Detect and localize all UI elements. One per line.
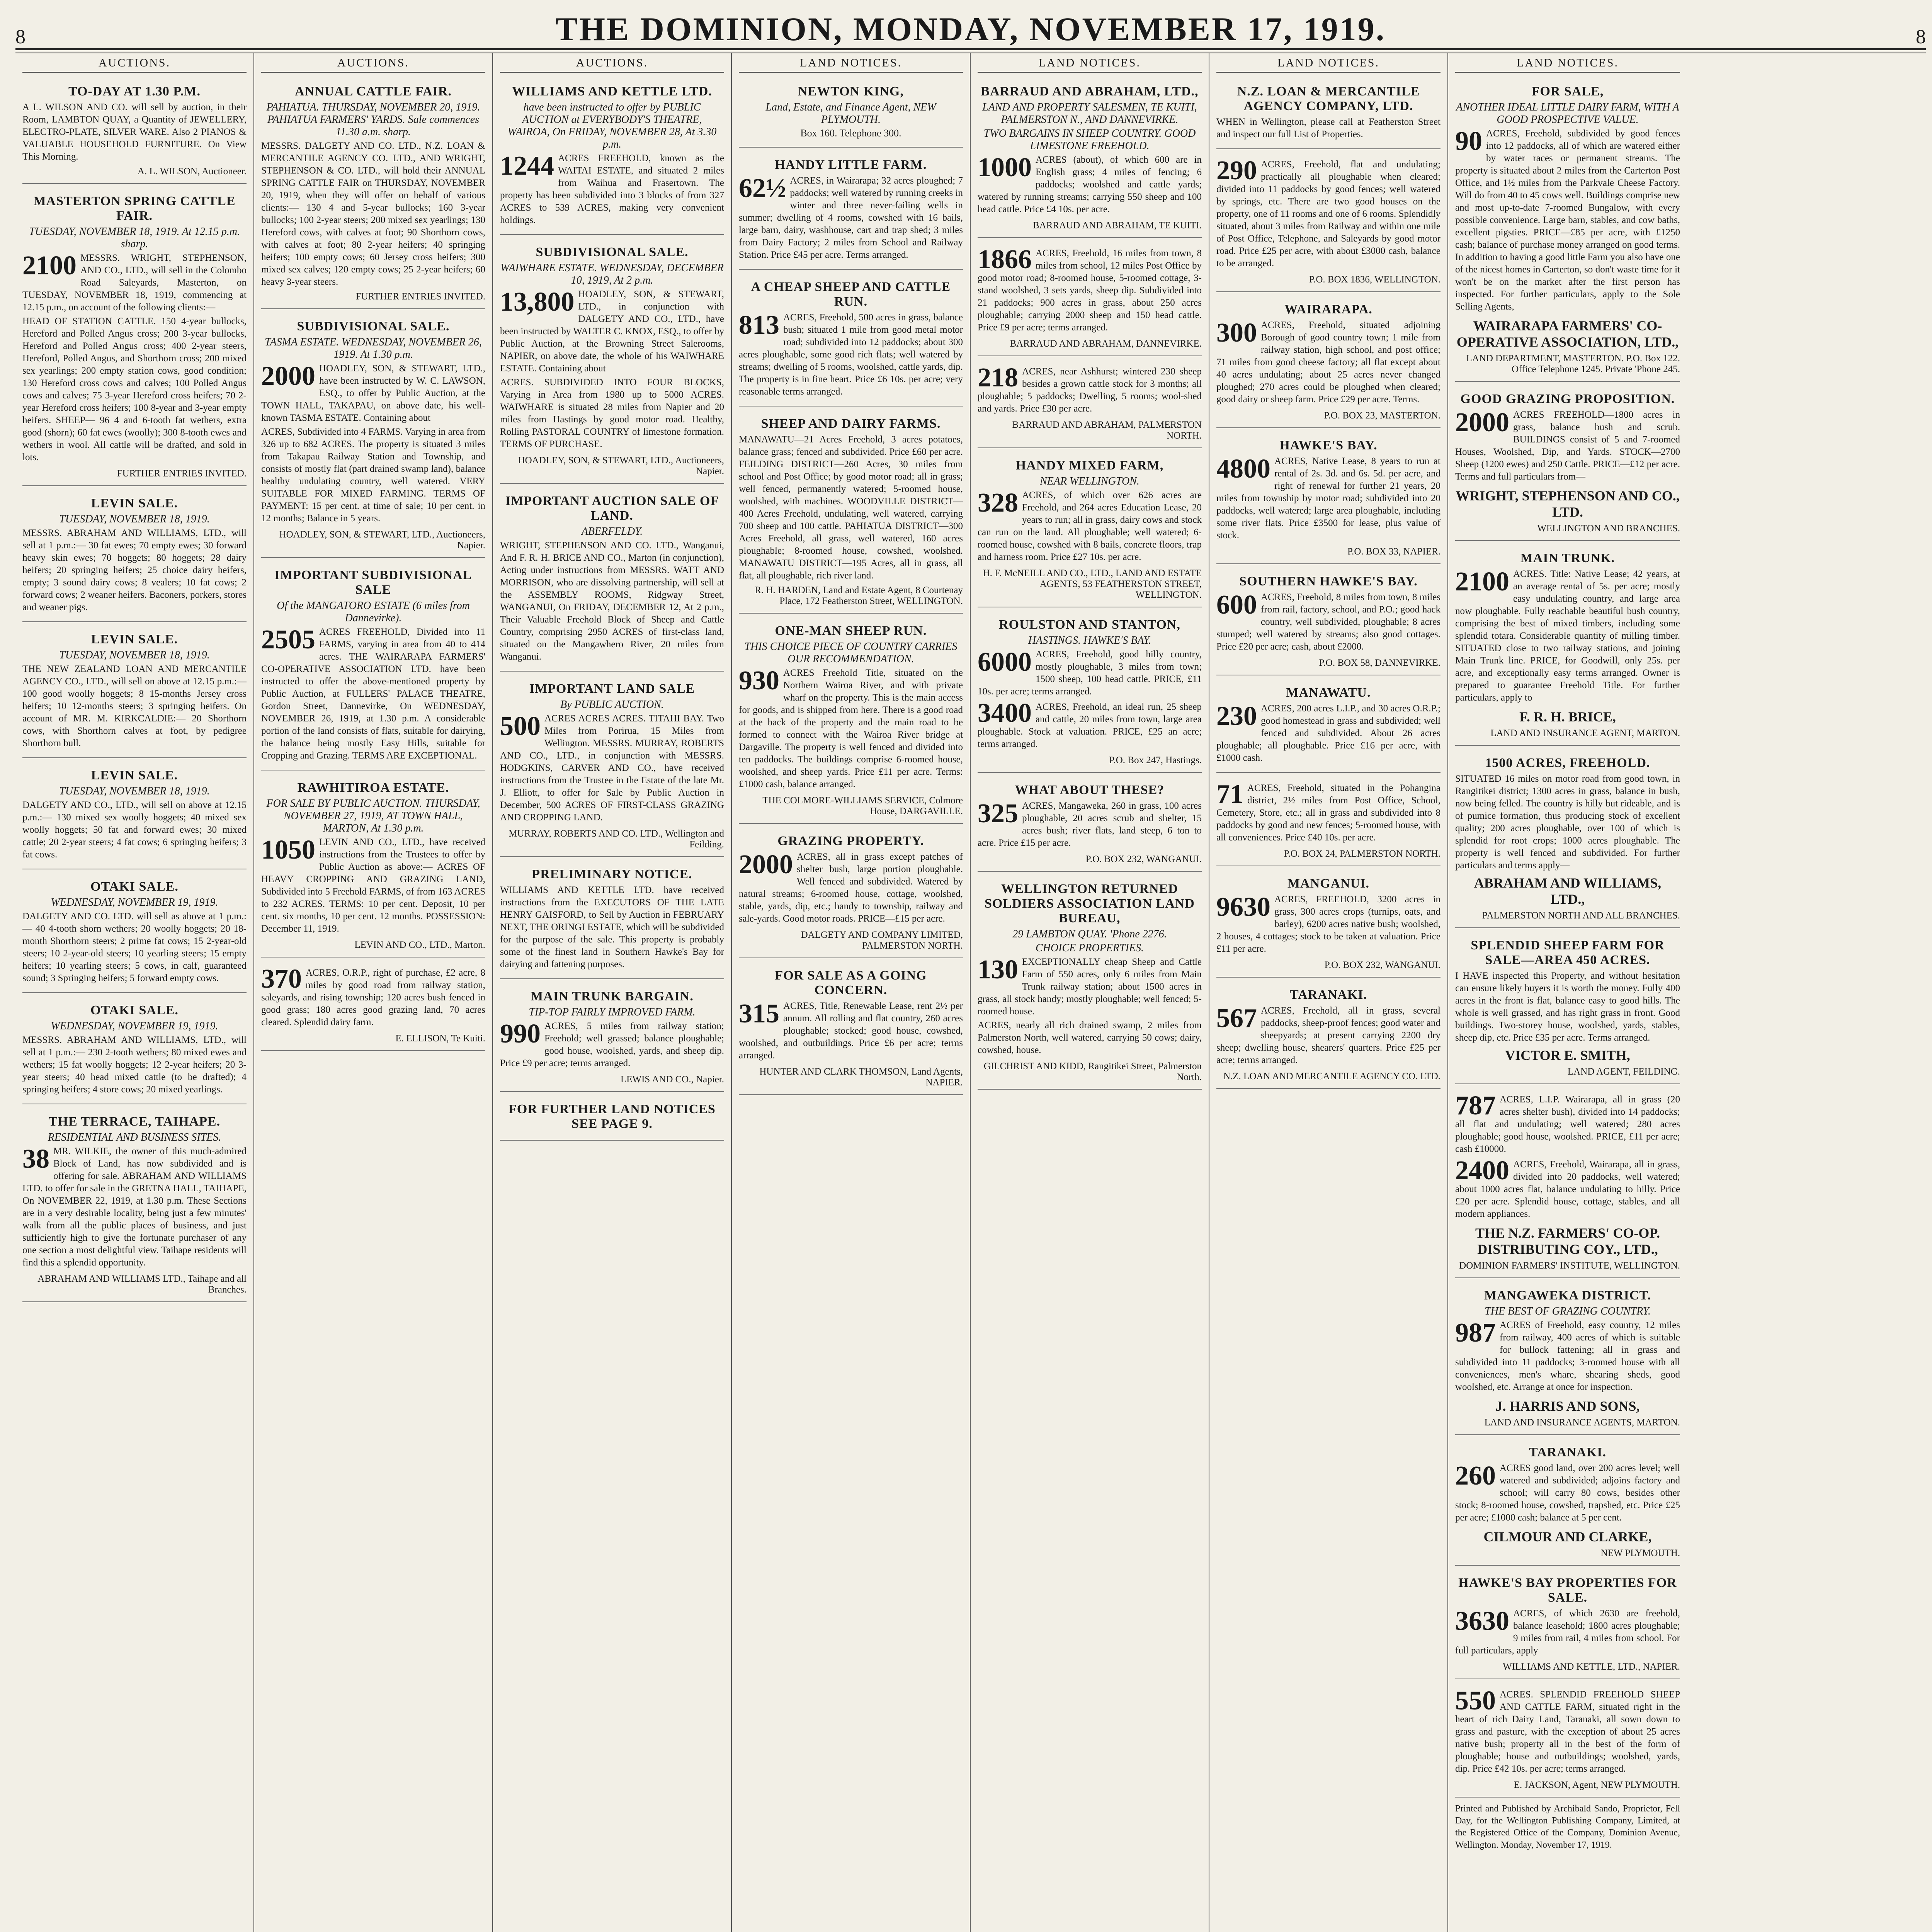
ad-title: MANGAWEKA DISTRICT. [1484,1288,1651,1303]
advertisement [739,410,963,614]
advertisement [1455,932,1680,1084]
ad-body-continued: ACRES, nearly all rich drained swamp, 2 miles from Palmerston North, well watered, carrying 50 cows; dairy, cowshed, house. [978,1020,1202,1055]
ad-acreage: 370 [261,964,302,994]
ad-body: ACRES ACRES ACRES. TITAHI BAY. Two Miles from Porirua, 15 Miles from Wellington. MESSRS. MURRAY, ROBERTS AND CO., LTD., in conjunction with MESSRS. HODGKINS, CARVER AND CO., have received instructions from the Trustee in the Estate of the late Mr. J. Elliott, to offer for Sale by Public Auction in December, 500 ACRES OF FIRST-CLASS GRAZING AND CROPPING LAND. [500,713,724,823]
ad-acreage: 550 [1455,1686,1496,1716]
advertisement [978,777,1202,872]
advertisement [1216,981,1440,1089]
ad-signature: ABRAHAM AND WILLIAMS LTD., Taihape and all Branches. [37,1274,247,1295]
ad-subtitle: TUESDAY, NOVEMBER 18, 1919. At 12.15 p.m. sharp. [29,226,240,250]
ad-subtitle: TUESDAY, NOVEMBER 18, 1919. [59,513,210,525]
ad-body: ACRES, near Ashhurst; wintered 230 sheep besides a grown cattle stock for 3 months; all ploughable; 5 paddocks; Dwelling, 5 rooms; wool-shed and yards. Price £30 per acre. [978,366,1202,414]
ad-body-continued: HEAD OF STATION CATTLE. 150 4-year bullocks, Hereford and Polled Angus cross; 200 3-year bullocks, Hereford and Polled Angus cross; 400 2-year steers, Hereford, Polled Angus, and Shorthorn cross; 200 mixed sex yearlings; 200 empty station cows, good condition; 130 Hereford cross cows and calves; 100 Polled Angus cows and calves; 75 3-year Hereford cross heifers; 70 2-year Hereford cross heifers; 100 8-year and 3-year empty heifers. SHEEP— 96 4 and 6-tooth fat wethers, extra good (shorn); 60 fat ewes (woolly); 300 8-tooth ewes and wethers in wool. All cattle will be drafted, and sold in lots. [22,316,247,463]
advertisement [1216,78,1440,149]
ad-body-continued: ACRES, Subdivided into 4 FARMS. Varying in area from 326 up to 682 ACRES. The property is situated 3 miles from Takapau Railway Station and Township, and consists of mostly flat (part drained swamp land), balance healthy undulating country, well watered. VERY SUITABLE FOR MIXED FARMING. TERMS OF PAYMENT: 15 per cent. at time of sale; 10 per cent. in 12 months; Balance in 5 years. [261,427,485,524]
advertisement [1216,432,1440,564]
ad-body: WILLIAMS AND KETTLE LTD. have received instructions from the EXECUTORS OF THE LATE HENRY GAISFORD, to Sell by Auction in FEBRUARY NEXT, THE ORINGI ESTATE, which will be subdivided for the purpose of the sale. This property is probably some of the finest land in Southern Hawke's Bay for dairying and fattening purposes. [500,885,724,969]
ad-acreage: 2000 [261,361,315,391]
ad-subtitle: Of the MANGATORO ESTATE (6 miles from Dannevirke). [277,600,470,624]
ad-acreage: 315 [739,999,779,1029]
ad-advertiser: WRIGHT, STEPHENSON AND CO., LTD. [1456,488,1680,520]
ad-body: LEVIN AND CO., LTD., have received instructions from the Trustees to offer by Public Auction as above:— ACRES OF HEAVY CROPPING AND GRAZING LAND, Subdivided into 5 Freehold FARMS, of from 163 ACRES to 232 ACRES. TERMS: 10 per cent. Deposit, 10 per cent. six months, 10 per cent. 12 months. POSSESSION: December 11, 1919. [261,837,485,934]
advertisement [1216,679,1440,773]
ad-title: TARANAKI. [1289,988,1367,1002]
ad-title: WHAT ABOUT THESE? [1015,783,1165,797]
ad-acreage: 1000 [978,153,1032,182]
ad-subtitle: WEDNESDAY, NOVEMBER 19, 1919. [51,1020,218,1032]
page-number-right: 8 [1916,26,1926,48]
ad-title: SPLENDID SHEEP FARM FOR SALE—AREA 450 ACRES. [1471,938,1665,967]
advertisement [500,78,724,235]
ad-title: FOR FURTHER LAND NOTICES SEE PAGE 9. [509,1102,716,1131]
ad-body: ACRES, Freehold, subdivided by good fences into 12 paddocks, all of which are watered either by water races or permanent streams. The property is situated about 2 miles from the Carterton Post Office, and 1½ miles from the Parkvale Cheese Factory. Will do from 40 to 45 cows well. Buildings comprise new and most up-to-date 7-roomed Bungalow, with every possible convenience. Large barn, stables, and cow baths, excellent pigsties. PRICE—£85 per acre, with £1250 cash; balance of purchase money arranged on good terms. In addition to having a good little Farm you also have one of the nicest homes in Carterton, so don't waste time for it won't be on the market after the first person has inspected. For further particulars, apply to the Sole Selling Agents, [1455,128,1680,312]
ad-signature: E. ELLISON, Te Kuiti. [395,1033,485,1044]
advertisement [978,611,1202,773]
ad-advertiser: ABRAHAM AND WILLIAMS, LTD., [1474,875,1662,907]
ad-body: ACRES, Freehold, good hilly country, mostly ploughable, 3 miles from town; 1500 sheep, 100 head cattle. PRICE, £11 10s. per acre; terms arranged. [978,649,1202,697]
ad-body: SITUATED 16 miles on motor road from good town, in Rangitikei district; 1300 acres in grass, balance in bush, now being felled. The country is hilly but rideable, and is of pumice formation, thus producing stock of excellent quality; 200 acres ploughable, over 100 of which is splendid for root crops; 1000 acres ploughable. The property is well fenced and subdivided. For further particulars and terms apply— [1455,774,1680,871]
ad-acreage: 787 [1455,1091,1496,1121]
ad-acreage: 990 [500,1019,541,1049]
advertisement [500,861,724,979]
ad-advertiser: THE N.Z. FARMERS' CO-OP. DISTRIBUTING COY., LTD., [1475,1225,1660,1257]
ad-subtitle: TASMA ESTATE. WEDNESDAY, NOVEMBER 26, 1919. At 1.30 p.m. [265,336,482,361]
column-heading: AUCTIONS. [261,56,485,73]
ad-signature: BARRAUD AND ABRAHAM, TE KUITI. [1032,220,1202,231]
advertisement [22,1108,247,1302]
ad-body: ACRES. Title: Native Lease; 42 years, at an average rental of 5s. per acre; mostly easy undulating country, and large area now ploughable. Fully reachable beautiful bush country, comprising the best of mixed timbers, including some splendid totara. Considerable quantity of milling timber. SITUATED close to two railway stations, and joining Main Trunk line. PRICE, for Goodwill, only 25s. per acre, and exceptionally easy terms arranged. Owner is prepared to guarantee Freehold Title. For further particulars, apply to [1455,569,1680,703]
ad-acreage: 328 [978,488,1018,518]
imprint-footer: Printed and Published by Archibald Sando, Proprietor, Fell Day, for the Wellington Publishing Company, Limited, at the Registered Office of the Company, Dominion Avenue, Wellington. Monday, November 17, 1919. [1455,1804,1680,1850]
ad-body: ACRES, Freehold, situated adjoining Borough of good country town; 1 mile from railway station, high school, and post office; 71 miles from good cheese factory; all flat except about 40 acres undulating; about 25 acres never changed ploughed; 270 acres could be ploughed when cleared; good dairy or sheep farm. Price £29 per acre. Terms. [1216,320,1440,405]
ad-subheading: CHOICE PROPERTIES. [1036,942,1144,954]
ad-subtitle: ANOTHER IDEAL LITTLE DAIRY FARM, WITH A GOOD PROSPECTIVE VALUE. [1456,101,1679,126]
ad-body: MR. WILKIE, the owner of this much-admired Block of Land, has now subdivided and is offering for sale. ABRAHAM AND WILLIAMS LTD. to offer for sale in the GRETNA HALL, TAIHAPE, On NOVEMBER 22, 1919, at 1.30 p.m. These Sections are in a very desirable locality, being just a few minutes' walk from all the public places of business, and just sufficiently high to give the fortunate purchaser of any one section a most delightful view. Taihape residents will find this a splendid opportunity. [22,1146,247,1268]
ad-title: MANGANUI. [1287,876,1370,891]
ad-signature: FURTHER ENTRIES INVITED. [117,468,247,479]
ad-title: TARANAKI. [1529,1445,1607,1459]
ad-body: ACRES, Freehold, 16 miles from town, 8 miles from school, 12 miles Post Office by good motor road; 8-roomed house, 5-roomed cottage, 3-stand woolshed, 3 sets yards, sheep dip. Subdivided into 21 paddocks; 900 acres in grass, about 250 acres ploughable; carrying 2000 sheep and 150 head cattle. Price £9 per acre; terms arranged. [978,248,1202,333]
ad-title: WELLINGTON RETURNED SOLDIERS ASSOCIATION LAND BUREAU, [985,882,1195,925]
advertisement [978,876,1202,1090]
ad-body: THE NEW ZEALAND LOAN AND MERCANTILE AGENCY CO., LTD., will sell on above at 12.15 p.m.:— 100 good woolly hoggets; 8 15-months Jersey cross heifers; 10 12-months steers; 3 springing heifers. On account of MR. M. KIRKCALDIE:— 20 Shorthorn cows, with Shorthorn calves at foot, by pedigree Shorthorn bull. [22,664,247,748]
advertisement [1216,153,1440,292]
ad-acreage: 71 [1216,779,1243,809]
ad-title: IMPORTANT LAND SALE [529,682,695,696]
ad-body: DALGETY AND CO., LTD., will sell on above at 12.15 p.m.:— 130 mixed sex woolly hoggets; 40 mixed sex woolly hoggets; 50 fat and forward ewes; 30 mixed cattle; 20 2-year steers; 4 fat cows; 6 springing heifers; 3 fat cows. [22,800,247,860]
ad-body: HOADLEY, SON, & STEWART, LTD., have been instructed by W. C. LAWSON, ESQ., to offer by Public Auction, at the TOWN HALL, TAKAPAU, on above date, his well-known TASMA ESTATE. Containing about [261,363,485,423]
ad-title: SUBDIVISIONAL SALE. [297,319,450,333]
ad-subtitle: NEAR WELLINGTON. [1040,475,1139,487]
ad-signature: LAND DEPARTMENT, MASTERTON. P.O. Box 122. Office Telephone 1245. Private 'Phone 245. [1466,353,1680,374]
ad-body: MESSRS. ABRAHAM AND WILLIAMS, LTD., will sell at 1 p.m.:— 230 2-tooth wethers; 80 mixed ewes and wethers; 15 fat woolly hoggets; 12 2-year heifers; 20 3-year steers; 40 head mixed cattle (to be drafted); 4 springing heifers; 4 store cows; 20 mixed yearlings. [22,1035,247,1095]
column-2 [254,53,493,1932]
ad-acreage: 1050 [261,835,315,865]
ad-title: MANAWATU. [1286,685,1371,700]
ad-body: A L. WILSON AND CO. will sell by auction, in their Room, LAMBTON QUAY, a Quantity of JEWELLERY, ELECTRO-PLATE, SILVER WARE. Also 2 PIANOS & VALUABLE HOUSEHOLD FURNITURE. On View This Morning. [22,102,247,162]
ad-acreage-second: 3400 [978,698,1032,728]
ad-body: EXCEPTIONALLY cheap Sheep and Cattle Farm of 550 acres, only 6 miles from Main Trunk railway station; about 1500 acres in grass, all stock handy; mostly ploughable; well fenced; 5-roomed house. [978,957,1202,1017]
ad-title: GRAZING PROPERTY. [777,834,924,848]
ad-signature: H. F. McNEILL AND CO., LTD., LAND AND ESTATE AGENTS, 53 FEATHERSTON STREET, WELLINGTON. [983,568,1202,600]
ad-signature: P.O. BOX 23, MASTERTON. [1324,410,1440,421]
ad-body: ACRES, Freehold, 8 miles from town, 8 miles from rail, factory, school, and P.O.; good hack country, well subdivided, ploughable; 8 acres stumped; well watered by streams; also good cottages. Price £20 per acre; cash, about £2000. [1216,592,1440,652]
ad-title: WILLIAMS AND KETTLE LTD. [512,84,712,99]
ad-body: ACRES, of which over 626 acres are Freehold, and 264 acres Education Lease, 20 years to run; all in grass, dairy cows and stock can run on the land. All ploughable; well watered; 6-roomed house, cowshed with 8 bails, concrete floors, trap and harness room. Price £27 10s. per acre. [978,490,1202,562]
ad-acreage: 4800 [1216,454,1270,484]
ad-body: ACRES FREEHOLD, Divided into 11 FARMS, varying in area from 40 to 414 acres. THE WAIRARAPA FARMERS' CO-OPERATIVE ASSOCIATION LTD. have been instructed to offer the above-mentioned property by Public Auction, at FULLERS' PALACE THEATRE, Gordon Street, Dannevirke, On WEDNESDAY, NOVEMBER 26, 1919, at 1.30 p.m. A considerable portion of the land consists of flats, suitable for dairying, the balance being mostly Easy Hills, suitable for Cropping and Grazing. TERMS ARE EXCEPTIONAL. [261,627,485,761]
ad-subtitle: 29 LAMBTON QUAY. 'Phone 2276. [1012,928,1167,940]
ad-title: GOOD GRAZING PROPOSITION. [1460,392,1675,406]
ad-title: ONE-MAN SHEEP RUN. [775,624,927,638]
advertisement [22,78,247,184]
ad-signature: R. H. HARDEN, Land and Estate Agent, 8 Courtenay Place, 172 Featherston Street, WELLINGTON. [755,585,963,606]
advertisement [500,488,724,672]
ad-signature: FURTHER ENTRIES INVITED. [355,291,485,302]
ad-signature: P.O. BOX 232, WANGANUI. [1085,854,1202,864]
ad-acreage: 2505 [261,625,315,655]
advertisement [500,1096,724,1141]
advertisement [22,997,247,1104]
ad-subtitle: FOR SALE BY PUBLIC AUCTION. THURSDAY, NOVEMBER 27, 1919, AT TOWN HALL, MARTON, At 1.30 p.m. [266,798,480,834]
ad-title: FOR SALE, [1531,84,1604,99]
ad-body: ACRES, Freehold, situated in the Pohangina district, 2½ miles from Post Office, School, Cemetery, Store, etc.; all in grass and subdivided into 8 paddocks by good and new fences; 5-roomed house, with all conveniences. Price £40 10s. per acre. [1216,783,1440,843]
column-heading: LAND NOTICES. [1216,56,1440,73]
advertisement [1216,870,1440,978]
advertisement [1216,568,1440,675]
ad-acreage: 2000 [1455,408,1509,437]
ad-body: HOADLEY, SON, & STEWART, LTD., in conjunction with DALGETY AND CO., LTD., have been instructed by WALTER C. KNOX, ESQ., to offer by Public Auction, at the Browning Street Salerooms, NAPIER, on above date, the whole of his WAIWHARE ESTATE. Containing about [500,289,724,374]
ad-acreage: 300 [1216,318,1257,348]
column-heading: AUCTIONS. [22,56,247,73]
ad-signature: A. L. WILSON, Auctioneer. [137,166,247,177]
ad-subtitle: RESIDENTIAL AND BUSINESS SITES. [48,1131,221,1143]
ad-title: SOUTHERN HAWKE'S BAY. [1239,574,1418,588]
advertisement [1455,78,1680,382]
ad-body: ACRES, Freehold, 500 acres in grass, balance bush; situated 1 mile from good metal motor road; subdivided into 12 paddocks; about 300 acres ploughable, some good rich flats; well watered by streams; dwelling of 5 rooms, woolshed, cattle yards, dip. The property is in fine heart. Price £6 10s. per acre; very reasonable terms arranged. [739,312,963,397]
ad-body: MESSRS. ABRAHAM AND WILLIAMS, LTD., will sell at 1 p.m.:— 30 fat ewes; 70 empty ewes; 30 forward heavy skin ewes; 70 hoggets; 80 hoggets; 28 dairy heifers; 20 springing heifers; 25 choice dairy heifers, empty; 3 sound dairy cows; 8 vealers; 10 fat cows; 2 forward cows; 2 weaner heifers. Baconers, porkers, stores and weaner pigs. [22,528,247,612]
ad-acreage: 987 [1455,1318,1496,1348]
ad-acreage: 230 [1216,701,1257,731]
ad-subtitle: TIP-TOP FAIRLY IMPROVED FARM. [529,1006,696,1018]
ad-title: IMPORTANT AUCTION SALE OF LAND. [505,494,719,523]
ad-subtitle: WAIWHARE ESTATE. WEDNESDAY, DECEMBER 10, 1919, At 2 p.m. [500,262,724,286]
ad-title: SUBDIVISIONAL SALE. [536,245,689,259]
ad-signature: HOADLEY, SON, & STEWART, LTD., Auctioneers, Napier. [279,529,485,551]
advertisement [1216,777,1440,866]
ad-title: NEWTON KING, [798,84,904,99]
ad-title: A CHEAP SHEEP AND CATTLE RUN. [751,280,951,309]
ad-signature: GILCHRIST AND KIDD, Rangitikei Street, Palmerston North. [983,1061,1202,1082]
ad-signature: LEVIN AND CO., LTD., Marton. [354,940,485,950]
ad-subtitle: WEDNESDAY, NOVEMBER 19, 1919. [51,896,218,908]
column-heading: LAND NOTICES. [1455,56,1680,73]
ad-title: THE TERRACE, TAIHAPE. [48,1114,221,1129]
advertisement [500,983,724,1092]
advertisement [739,962,963,1095]
ad-signature: N.Z. LOAN AND MERCANTILE AGENCY CO. LTD. [1223,1071,1440,1082]
ad-signature: P.O. BOX 1836, WELLINGTON. [1309,274,1440,285]
advertisement [22,626,247,758]
ad-title: ANNUAL CATTLE FAIR. [295,84,452,99]
advertisement [1455,386,1680,541]
ad-contact: Box 160. Telephone 300. [800,128,901,139]
advertisement [22,762,247,869]
ad-title: HANDY MIXED FARM, [1015,458,1164,473]
ad-acreage: 38 [22,1144,49,1174]
ad-signature: BARRAUD AND ABRAHAM, PALMERSTON NORTH. [1012,420,1202,441]
advertisement [1455,1282,1680,1435]
ad-acreage: 500 [500,711,541,741]
advertisement [1455,545,1680,746]
ad-title: LEVIN SALE. [91,768,178,782]
ad-subtitle: THIS CHOICE PIECE OF COUNTRY CARRIES OUR RECOMMENDATION. [744,641,957,665]
ad-title: MAIN TRUNK BARGAIN. [531,989,694,1003]
ad-title: MASTERTON SPRING CATTLE FAIR. [33,194,236,223]
advertisement [500,239,724,484]
ad-subtitle: PAHIATUA. THURSDAY, NOVEMBER 20, 1919. PAHIATUA FARMERS' YARDS. Sale commences 11.30 a.m. sharp. [266,101,480,138]
ad-body: I HAVE inspected this Property, and without hesitation can ensure likely buyers it is worth the money. Fully 400 acres in the front is flat, balance easy to good hills. The whole is well grassed, and has right grass in front. Good buildings. Two-storey house, woolshed, yards, stables, sheep dip, etc. Price £35 per acre. Terms arranged. [1455,971,1680,1043]
ad-body: ACRES, 200 acres L.I.P., and 30 acres O.R.P.; good homestead in grass and subdivided; well fenced and subdivided. About 26 acres ploughable; all ploughable. Price £16 per acre, with £1000 cash. [1216,703,1440,763]
ad-acreage: 567 [1216,1003,1257,1033]
ad-acreage: 600 [1216,590,1257,620]
ad-advertiser: F. R. H. BRICE, [1519,709,1616,724]
ad-body: ACRES, O.R.P., right of purchase, £2 acre, 8 miles by good road from railway station, saleyards, and rising township; 120 acres bush fenced in good grass; 180 acres good grazing land, 70 acres cleared. Splendid dairy farm. [261,968,485,1027]
ad-advertiser: CILMOUR AND CLARKE, [1483,1529,1652,1544]
ad-acreage: 6000 [978,647,1032,677]
ad-acreage: 1244 [500,151,554,181]
advertisement [1455,750,1680,928]
ad-signature: P.O. BOX 24, PALMERSTON NORTH. [1284,849,1440,859]
advertisement [1216,296,1440,428]
ad-body: ACRES, Freehold, all in grass, several paddocks, sheep-proof fences; good water and sheepyards; at present carrying 2200 dry sheep; dwelling house, shearers' quarters. Price £25 per acre; terms arranged. [1216,1005,1440,1065]
ad-signature: WILLIAMS AND KETTLE, LTD., NAPIER. [1503,1662,1680,1672]
ad-signature: BARRAUD AND ABRAHAM, DANNEVIRKE. [1010,338,1202,349]
ad-title: 1500 ACRES, FREEHOLD. [1485,756,1650,770]
ad-signature: DOMINION FARMERS' INSTITUTE, WELLINGTON. [1459,1260,1680,1271]
ad-title: LEVIN SALE. [91,632,178,646]
ad-title: HAWKE'S BAY. [1279,438,1378,452]
ad-signature: P.O. BOX 232, WANGANUI. [1324,960,1440,970]
advertisement [978,360,1202,448]
ad-acreage: 930 [739,666,779,696]
ad-acreage: 218 [978,363,1018,393]
ad-signature: LAND AGENT, FEILDING. [1567,1066,1680,1077]
advertisement [1455,1570,1680,1679]
ad-subtitle: THE BEST OF GRAZING COUNTRY. [1485,1305,1651,1317]
ad-body: ACRES FREEHOLD, known as the WAITAI ESTATE, and situated 2 miles from Waihua and Frasertown. The property has been subdivided into 3 blocks of from 327 ACRES to 539 ACRES, making very convenient holdings. [500,153,724,225]
ad-body: ACRES of Freehold, easy country, 12 miles from railway, 400 acres of which is suitable for bullock fattening; all in grass and subdivided into 11 paddocks; 3-roomed house with all conveniences, men's whare, shearing sheds, good woolshed, etc. Arrange at once for inspection. [1455,1320,1680,1392]
ad-acreage: 1866 [978,245,1032,274]
ad-body: ACRES, Title, Renewable Lease, rent 2½ per annum. All rolling and flat country, 260 acres ploughable; stocked; good house, cowshed, woolshed, and outbuildings. Price £6 per acre; terms arranged. [739,1001,963,1061]
advertisement [261,78,485,309]
ad-body-continued: ACRES, Freehold, Wairarapa, all in grass, divided into 20 paddocks, well watered; about 1000 acres flat, balance undulating to hilly. Price £20 per acre. Splendid house, cottage, stables, and all modern appliances. [1455,1159,1680,1219]
ad-signature: DALGETY AND COMPANY LIMITED, PALMERSTON NORTH. [801,930,963,951]
ad-signature: THE COLMORE-WILLIAMS SERVICE, Colmore House, DARGAVILLE. [762,795,963,816]
ad-title: IMPORTANT SUBDIVISIONAL SALE [274,568,472,597]
ad-advertiser: VICTOR E. SMITH, [1505,1048,1630,1063]
ad-signature: HUNTER AND CLARK THOMSON, Land Agents, NAPIER. [759,1066,963,1088]
advertisement [739,828,963,958]
ad-acreage: 260 [1455,1461,1496,1491]
ad-title: OTAKI SALE. [90,879,179,894]
ad-title: FOR SALE AS A GOING CONCERN. [775,968,927,997]
ad-title: RAWHITIROA ESTATE. [297,781,449,795]
masthead [15,12,1926,50]
ad-title: PRELIMINARY NOTICE. [532,867,692,881]
ad-acreage-second: 2400 [1455,1156,1509,1185]
ad-subtitle: LAND AND PROPERTY SALESMEN, TE KUITI, PALMERSTON N., AND DANNEVIRKE. [982,101,1197,126]
ad-body: ACRES (about), of which 600 are in English grass; 4 miles of fencing; 6 paddocks; woolshed and cattle yards; watered by running streams; carrying 550 sheep and 100 head cattle. Price £4 10s. per acre. [978,155,1202,214]
column-5 [971,53,1209,1932]
ad-signature: MURRAY, ROBERTS AND CO. LTD., Wellington and Feilding. [509,828,724,850]
ad-title: WAIRARAPA. [1284,302,1372,316]
ad-body: ACRES good land, over 200 acres level; well watered and subdivided; adjoins factory and school; will carry 80 cows, besides other stock; 8-roomed house, cowshed, trapshed, etc. Price £25 per acre; £1000 cash; balance at 5 per cent. [1455,1463,1680,1523]
ad-subtitle: HASTINGS. HAWKE'S BAY. [1028,634,1151,646]
advertisement [261,961,485,1051]
newspaper-title: THE DOMINION, MONDAY, NOVEMBER 17, 1919. [555,10,1386,48]
ad-title: SHEEP AND DAIRY FARMS. [761,417,941,431]
ad-acreage: 3630 [1455,1606,1509,1636]
ad-signature: PALMERSTON NORTH AND ALL BRANCHES. [1482,910,1680,921]
ad-body: ACRES, of which 2630 are freehold, balance leasehold; 1800 acres ploughable; 9 miles from rail, 4 miles from school. For full particulars, apply [1455,1608,1680,1656]
ad-acreage: 813 [739,310,779,340]
advertisement [261,774,485,957]
ad-body: ACRES FREEHOLD—1800 acres in grass, balance bush and scrub. BUILDINGS consist of 5 and 7-roomed Houses, Woolshed, Dip, and Yards. STOCK—2700 Sheep (1200 ewes) and 250 Cattle. PRICE—£12 per acre. Terms and full particulars from— [1455,410,1680,482]
advertisement [22,188,247,486]
column-3 [493,53,732,1932]
ad-advertiser: J. HARRIS AND SONS, [1495,1398,1640,1414]
advertisement [500,675,724,857]
ad-acreage: 2100 [22,251,77,281]
advertisement [978,242,1202,356]
ad-acreage: 290 [1216,156,1257,185]
ad-body-continued: ACRES, Freehold, an ideal run, 25 sheep and cattle, 20 miles from town, large area ploughable. Stock at valuation. PRICE, £25 an acre; terms arranged. [978,702,1202,749]
ad-signature: P.O. Box 247, Hastings. [1109,755,1202,765]
ad-acreage: 9630 [1216,892,1270,922]
column-heading: AUCTIONS. [500,56,724,73]
ad-body: ACRES. SPLENDID FREEHOLD SHEEP AND CATTLE FARM, situated right in the heart of rich Dairy Land, Taranaki, all sown down to grass and pasture, with the exception of about 25 acres native bush; property all in the best of the form of ploughable; house and outbuildings; woolshed, yards, dip. Price £42 10s. per acre; terms arranged. [1455,1689,1680,1774]
ad-subheading: TWO BARGAINS IN SHEEP COUNTRY. GOOD LIMESTONE FREEHOLD. [983,128,1196,152]
ad-signature: LEWIS AND CO., Napier. [620,1074,724,1085]
ad-signature: WELLINGTON AND BRANCHES. [1537,523,1680,534]
ad-title: HANDY LITTLE FARM. [775,158,927,172]
ad-body: MANAWATU—21 Acres Freehold, 3 acres potatoes, balance grass; fenced and subdivided. Price £60 per acre. FEILDING DISTRICT—260 Acres, 30 miles from school and Post Office; by good motor road; all in grass; well fenced, permanently watered; 5-roomed house, woolshed, with machines. WOODVILLE DISTRICT—400 Acres Freehold, undulating, well watered, carrying 700 sheep and 100 cattle. PAHIATUA DISTRICT—300 Acres Freehold, all grass, well watered, 160 acres ploughable; 8-roomed house, cowshed, woolshed. MANAWATU DISTRICT—195 Acres, all in grass, all flat, all ploughable, rich river land. [739,434,963,581]
page-number-left: 8 [15,26,26,48]
ad-acreage: 62½ [739,173,786,203]
advertisement [1455,1439,1680,1566]
ad-title: BARRAUD AND ABRAHAM, LTD., [981,84,1199,99]
ad-body: ACRES, in Wairarapa; 32 acres ploughed; 7 paddocks; well watered by running creeks in winter and three never-failing wells in summer; dwelling of 4 rooms, cowshed with 16 bails, large barn, dairy, washhouse, cart and trap shed; 3 miles from Dairy Factory; 2 miles from School and Railway Station. Price £45 per acre. Terms arranged. [739,175,963,260]
ad-body: WHEN in Wellington, please call at Featherston Street and inspect our full List of Properties. [1216,117,1440,139]
ad-body: MESSRS. WRIGHT, STEPHENSON, AND CO., LTD., will sell in the Colombo Road Saleyards, Masterton, on TUESDAY, NOVEMBER 18, 1919, commencing at 12.15 p.m., on account of the following clients:— [22,253,247,313]
advertisement [22,490,247,622]
column-heading: LAND NOTICES. [978,56,1202,73]
ad-advertiser: WAIRARAPA FARMERS' CO-OPERATIVE ASSOCIATION, LTD., [1456,318,1679,350]
ad-title: LEVIN SALE. [91,496,178,510]
ad-title: HAWKE'S BAY PROPERTIES FOR SALE. [1458,1576,1677,1605]
ad-signature: E. JACKSON, Agent, NEW PLYMOUTH. [1514,1780,1680,1790]
ad-body: ACRES, FREEHOLD, 3200 acres in grass, 300 acres crops (turnips, oats, and barley), 6200 acres native bush; woolshed, 2 houses, 4 cottages; stock to be taken at valuation. Price £11 per acre. [1216,894,1440,954]
advertisement [1455,1683,1680,1798]
column-6 [1209,53,1448,1932]
column-4 [732,53,971,1932]
ad-body: ACRES, all in grass except patches of shelter bush, large portion ploughable. Well fenced and subdivided. Watered by natural streams; 6-roomed house, cottage, woolshed, stable, yards, dip, etc.; handy to township, railway and sale-yards. Good motor roads. PRICE—£15 per acre. [739,852,963,924]
ad-subtitle: By PUBLIC AUCTION. [560,699,664,711]
ad-signature: LAND AND INSURANCE AGENT, MARTON. [1490,728,1680,738]
ad-acreage: 130 [978,955,1018,985]
ad-title: N.Z. LOAN & MERCANTILE AGENCY COMPANY, LTD. [1237,84,1420,113]
advertisement [1455,1088,1680,1278]
ad-subtitle: ABERFELDY. [581,526,643,537]
ad-acreage: 325 [978,799,1018,828]
ad-body: ACRES Freehold Title, situated on the Northern Wairoa River, and with private wharf on the property. This is the main access for goods, and is shipped from here. There is a good road at the back of the property and the main road to be formed to connect with the Wairoa River bridge at Dargaville. The property is well fenced and divided into ten paddocks. The buildings comprise 6-roomed house, woolshed, and sheep yards. Price £11 per acre. Terms: £1000 cash, balance arranged. [739,668,963,789]
ad-title: TO-DAY AT 1.30 P.M. [68,84,201,99]
column-1 [15,53,254,1932]
ad-acreage: 2000 [739,850,793,879]
ad-body: ACRES, Mangaweka, 260 in grass, 100 acres ploughable, 20 acres scrub and shelter, 15 acres bush; river flats, land steep, 6 ton to acre. Price £15 per acre. [978,801,1202,848]
advertisement [22,873,247,993]
advertisement [978,452,1202,607]
advertisement [261,313,485,558]
ad-body: ACRES, Native Lease, 8 years to run at rental of 2s. 3d. and 6s. 5d. per acre, and right of renewal for further 21 years, 20 miles from township by motor road; subdivided into 20 paddocks, well watered; large area ploughable, including some river flats. Price £3500 for lease, plus value of stock. [1216,456,1440,541]
advertisement [739,78,963,148]
ad-body: ACRES, L.I.P. Wairarapa, all in grass (20 acres shelter bush), divided into 14 paddocks; all flat and undulating; well watered; 280 acres ploughable; good house, woolshed. PRICE, £11 per acre; cash £10000. [1455,1094,1680,1154]
ad-signature: LAND AND INSURANCE AGENTS, MARTON. [1484,1417,1680,1428]
ad-acreage: 13,800 [500,287,575,317]
advertisement [739,151,963,270]
ad-subtitle: TUESDAY, NOVEMBER 18, 1919. [59,649,210,661]
advertisement [739,617,963,824]
ad-title: ROULSTON AND STANTON, [999,617,1180,632]
ad-subtitle: TUESDAY, NOVEMBER 18, 1919. [59,785,210,797]
ad-subtitle: Land, Estate, and Finance Agent, NEW PLYMOUTH. [765,101,936,126]
advertisement [978,78,1202,238]
ad-body-continued: ACRES. SUBDIVIDED INTO FOUR BLOCKS, Varying in Area from 1980 up to 5000 ACRES. WAIWHARE is situated 28 miles from Napier and 20 miles from Hastings by good motor road. Healthy, Rolling PASTORAL COUNTRY of limestone formation. TERMS OF PURCHASE. [500,377,724,449]
advertisement [261,562,485,770]
ad-subtitle: have been instructed to offer by PUBLIC AUCTION at EVERYBODY'S THEATRE, WAIROA, On FRIDAY, NOVEMBER 28, At 3.30 p.m. [507,101,717,150]
columns-grid [15,53,1926,1932]
column-7 [1448,53,1687,1932]
ad-body: DALGETY AND CO. LTD. will sell as above at 1 p.m.:— 40 4-tooth shorn wethers; 20 woolly hoggets; 20 18-month Shorthorn steers; 2 prime fat cows; 15 2-year-old steers; 10 2-year-old steers; 10 yearling steers; 15 empty heifers; 10 yearling steers; 5 cows, in calf, guaranteed sound; 3 Springing heifers; 5 forward empty cows. [22,911,247,983]
ad-body: ACRES, Freehold, flat and undulating; practically all ploughable when cleared; divided into 11 paddocks by good fences; well watered by springs, etc. There are two good houses on the property, one of 11 rooms and one of 6 rooms. Splendidly situated, about 3 miles from Railway and within one mile of Post Office, Telephone, and Saleyards by good motor road. Price £25 per acre, with about £3000 cash, balance to be arranged. [1216,159,1440,269]
ad-signature: HOADLEY, SON, & STEWART, LTD., Auctioneers, Napier. [518,455,724,476]
ad-title: MAIN TRUNK. [1520,551,1615,565]
ad-signature: P.O. BOX 33, NAPIER. [1347,546,1440,557]
ad-acreage: 90 [1455,126,1482,156]
ad-body: ACRES, 5 miles from railway station; Freehold; well grassed; balance ploughable; good house, woolshed, yards, and sheep dip. Price £9 per acre; terms arranged. [500,1021,724,1068]
ad-signature: NEW PLYMOUTH. [1600,1548,1680,1558]
ad-title: OTAKI SALE. [90,1003,179,1017]
ad-body: WRIGHT, STEPHENSON AND CO. LTD., Wanganui, And F. R. H. BRICE AND CO., Marton (in conjunction), Acting under instructions from MESSRS. WATT AND MORRISON, who are dissolving partnership, will sell at the ASSEMBLY ROOMS, Ridgway Street, WANGANUI, On FRIDAY, DECEMBER 12, At 2 p.m., Their Valuable Freehold Block of Sheep and Cattle Country, comprising 2950 ACRES of first-class land, situated on the Mangawhero River, 20 miles from Wanganui. [500,540,724,662]
column-heading: LAND NOTICES. [739,56,963,73]
ad-signature: P.O. BOX 58, DANNEVIRKE. [1319,658,1440,668]
ad-body: MESSRS. DALGETY AND CO. LTD., N.Z. LOAN & MERCANTILE AGENCY CO. LTD., AND WRIGHT, STEPHENSON & CO. LTD., will hold their ANNUAL SPRING CATTLE FAIR on THURSDAY, NOVEMBER 20, 1919, when they will offer on behalf of various clients:— 130 4 and 5-year bullocks; 160 3-year bullocks; 100 2-year steers; 200 mixed sex yearlings; 130 Hereford cows, with calves at foot; 90 Shorthorn cows, with calves at foot; 80 2-year heifers; 40 springing heifers; 100 empty cows; 60 Jersey cross heifers; 300 mixed sex calves; 120 empty cows; 25 2-year heifers; 60 heavy 3-year steers. [261,141,485,287]
ad-acreage: 2100 [1455,567,1509,597]
advertisement [739,274,963,406]
